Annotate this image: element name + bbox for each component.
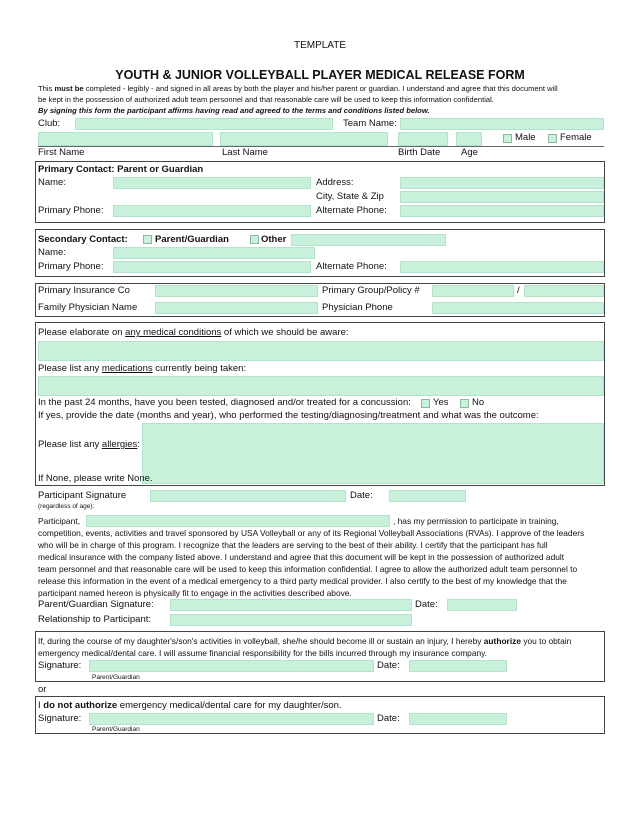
participant-date-label: Date: [350, 490, 373, 501]
secondary-name-field[interactable] [113, 247, 315, 259]
secondary-contact-heading: Secondary Contact: [38, 234, 128, 245]
first-name-label: First Name [38, 147, 85, 158]
alt-phone-label: Alternate Phone: [316, 205, 387, 216]
primary-name-label: Name: [38, 177, 66, 188]
none-note: If None, please write None. [38, 473, 153, 484]
secondary-phone-field[interactable] [113, 261, 311, 273]
parent-guardian-checkbox[interactable] [143, 235, 152, 244]
secondary-alt-phone-field[interactable] [400, 261, 604, 273]
parent-signature-field[interactable] [170, 599, 412, 611]
not-authorize-signature-label: Signature: [38, 713, 82, 724]
participant-signature-field[interactable] [150, 490, 346, 502]
primary-contact-heading: Primary Contact: Parent or Guardian [38, 164, 204, 175]
parent-guardian-caption: Parent/Guardian [92, 726, 140, 733]
medications-field[interactable] [38, 376, 604, 396]
parent-signature-label: Parent/Guardian Signature: [38, 599, 154, 610]
other-checkbox[interactable] [250, 235, 259, 244]
parent-guardian-label: Parent/Guardian [155, 234, 229, 245]
female-label: Female [560, 132, 592, 143]
medications-label: Please list any medications currently being taken: [38, 363, 247, 374]
not-authorize-date-label: Date: [377, 713, 400, 724]
authorize-signature-field[interactable] [89, 660, 374, 672]
no-label: No [472, 397, 485, 408]
yes-label: Yes [433, 397, 449, 408]
parent-date-field[interactable] [447, 599, 517, 611]
intro-line-3: By signing this form the participant affirms having read and agreed to the terms and conditions listed below. [38, 106, 430, 115]
physician-name-label: Family Physician Name [38, 302, 138, 313]
consent-line: who will be in charge of this program. I recognize that the leaders are serving to the best of their ability. I certify that the participant has full [38, 540, 548, 550]
slash: / [517, 285, 520, 296]
physician-name-field[interactable] [155, 302, 318, 314]
team-name-field[interactable] [400, 118, 604, 130]
other-label: Other [261, 234, 287, 245]
relationship-label: Relationship to Participant: [38, 614, 152, 625]
participant-date-field[interactable] [389, 490, 466, 502]
group-label: Primary Group/Policy # [322, 285, 420, 296]
age-label: Age [461, 147, 478, 158]
participant-name-field[interactable] [86, 515, 390, 527]
divider [38, 146, 604, 147]
authorize-date-label: Date: [377, 660, 400, 671]
intro-line-2: be kept in the possession of authorized adult team personnel and that reasonable care will be used to keep this information confidential. [38, 95, 494, 104]
parent-date-label: Date: [415, 599, 438, 610]
consent-line: competition, events, activities and travel sponsored by USA Volleyball or any of its Regional Volleyball Associations (RVAs). I approve of the leaders [38, 528, 585, 538]
authorize-signature-label: Signature: [38, 660, 82, 671]
secondary-alt-phone-label: Alternate Phone: [316, 261, 387, 272]
city-field[interactable] [400, 191, 604, 203]
form-title: YOUTH & JUNIOR VOLLEYBALL PLAYER MEDICAL RELEASE FORM [115, 68, 525, 82]
authorize-line-2: emergency medical/dental care. I will assume financial responsibility for the bills incurred through my insurance company. [38, 648, 488, 658]
consent-line: release this information in the event of a medical emergency to a third party medical provider. I also certify to the best of my knowledge that the [38, 576, 567, 586]
last-name-label: Last Name [222, 147, 268, 158]
intro-line-1: This must be completed - legibly - and signed in all areas by both the player and his/her parent or guardian. I understand and agree that this document will [38, 84, 558, 93]
team-name-label: Team Name: [343, 118, 397, 129]
address-field[interactable] [400, 177, 604, 189]
regardless-of-age-note: (regardless of age): [38, 503, 95, 510]
conditions-field[interactable] [38, 341, 604, 361]
male-checkbox[interactable] [503, 134, 512, 143]
birth-date-field[interactable] [398, 132, 448, 146]
consent-line: medical insurance with the company listed above. I understand and agree that this document will be kept in the possession of authorized adult [38, 552, 565, 562]
template-label: TEMPLATE [293, 40, 347, 51]
other-field[interactable] [291, 234, 446, 246]
participant-label: Participant, [38, 516, 80, 526]
consent-line: team personnel and that reasonable care will be used to keep this information confidential. I agree to allow the authorized adult team personnel to [38, 564, 578, 574]
insurance-label: Primary Insurance Co [38, 285, 130, 296]
secondary-phone-label: Primary Phone: [38, 261, 104, 272]
last-name-field[interactable] [220, 132, 388, 146]
authorize-line-1: If, during the course of my daughter's/son's activities in volleyball, she/he should become ill or sustain an injury, I hereby authorize you to obtain [38, 636, 572, 646]
concussion-followup-label: If yes, provide the date (months and year), who performed the testing/diagnosing/treatment and what was the outcome: [38, 410, 539, 421]
birth-date-label: Birth Date [398, 147, 441, 158]
parent-guardian-caption: Parent/Guardian [92, 674, 140, 681]
policy-field[interactable] [524, 285, 604, 297]
allergies-field[interactable] [142, 423, 604, 484]
female-checkbox[interactable] [548, 134, 557, 143]
allergies-label: Please list any allergies: [38, 439, 140, 450]
consent-line: participant named hereon is physically fit to engage in the activities described above. [38, 588, 352, 598]
concussion-yes-checkbox[interactable] [421, 399, 430, 408]
conditions-label: Please elaborate on any medical conditions of which we should be aware: [38, 327, 349, 338]
primary-phone-field[interactable] [113, 205, 311, 217]
age-field[interactable] [456, 132, 482, 146]
male-label: Male [515, 132, 536, 143]
not-authorize-line: I do not authorize emergency medical/dental care for my daughter/son. [38, 700, 342, 711]
not-authorize-signature-field[interactable] [89, 713, 374, 725]
concussion-no-checkbox[interactable] [460, 399, 469, 408]
primary-phone-label: Primary Phone: [38, 205, 104, 216]
concussion-question: In the past 24 months, have you been tested, diagnosed and/or treated for a concussion: [38, 397, 411, 408]
authorize-date-field[interactable] [409, 660, 507, 672]
or-label: or [38, 684, 47, 695]
first-name-field[interactable] [38, 132, 213, 146]
physician-phone-field[interactable] [432, 302, 604, 314]
club-field[interactable] [75, 118, 333, 130]
physician-phone-label: Physician Phone [322, 302, 393, 313]
address-label: Address: [316, 177, 354, 188]
insurance-field[interactable] [155, 285, 318, 297]
alt-phone-field[interactable] [400, 205, 604, 217]
primary-name-field[interactable] [113, 177, 311, 189]
city-label: City, State & Zip [316, 191, 384, 202]
participant-signature-label: Participant Signature [38, 490, 127, 501]
relationship-field[interactable] [170, 614, 412, 626]
secondary-name-label: Name: [38, 247, 66, 258]
permission-text: , has my permission to participate in training, [393, 516, 559, 526]
group-field[interactable] [432, 285, 514, 297]
club-label: Club: [38, 118, 61, 129]
not-authorize-date-field[interactable] [409, 713, 507, 725]
